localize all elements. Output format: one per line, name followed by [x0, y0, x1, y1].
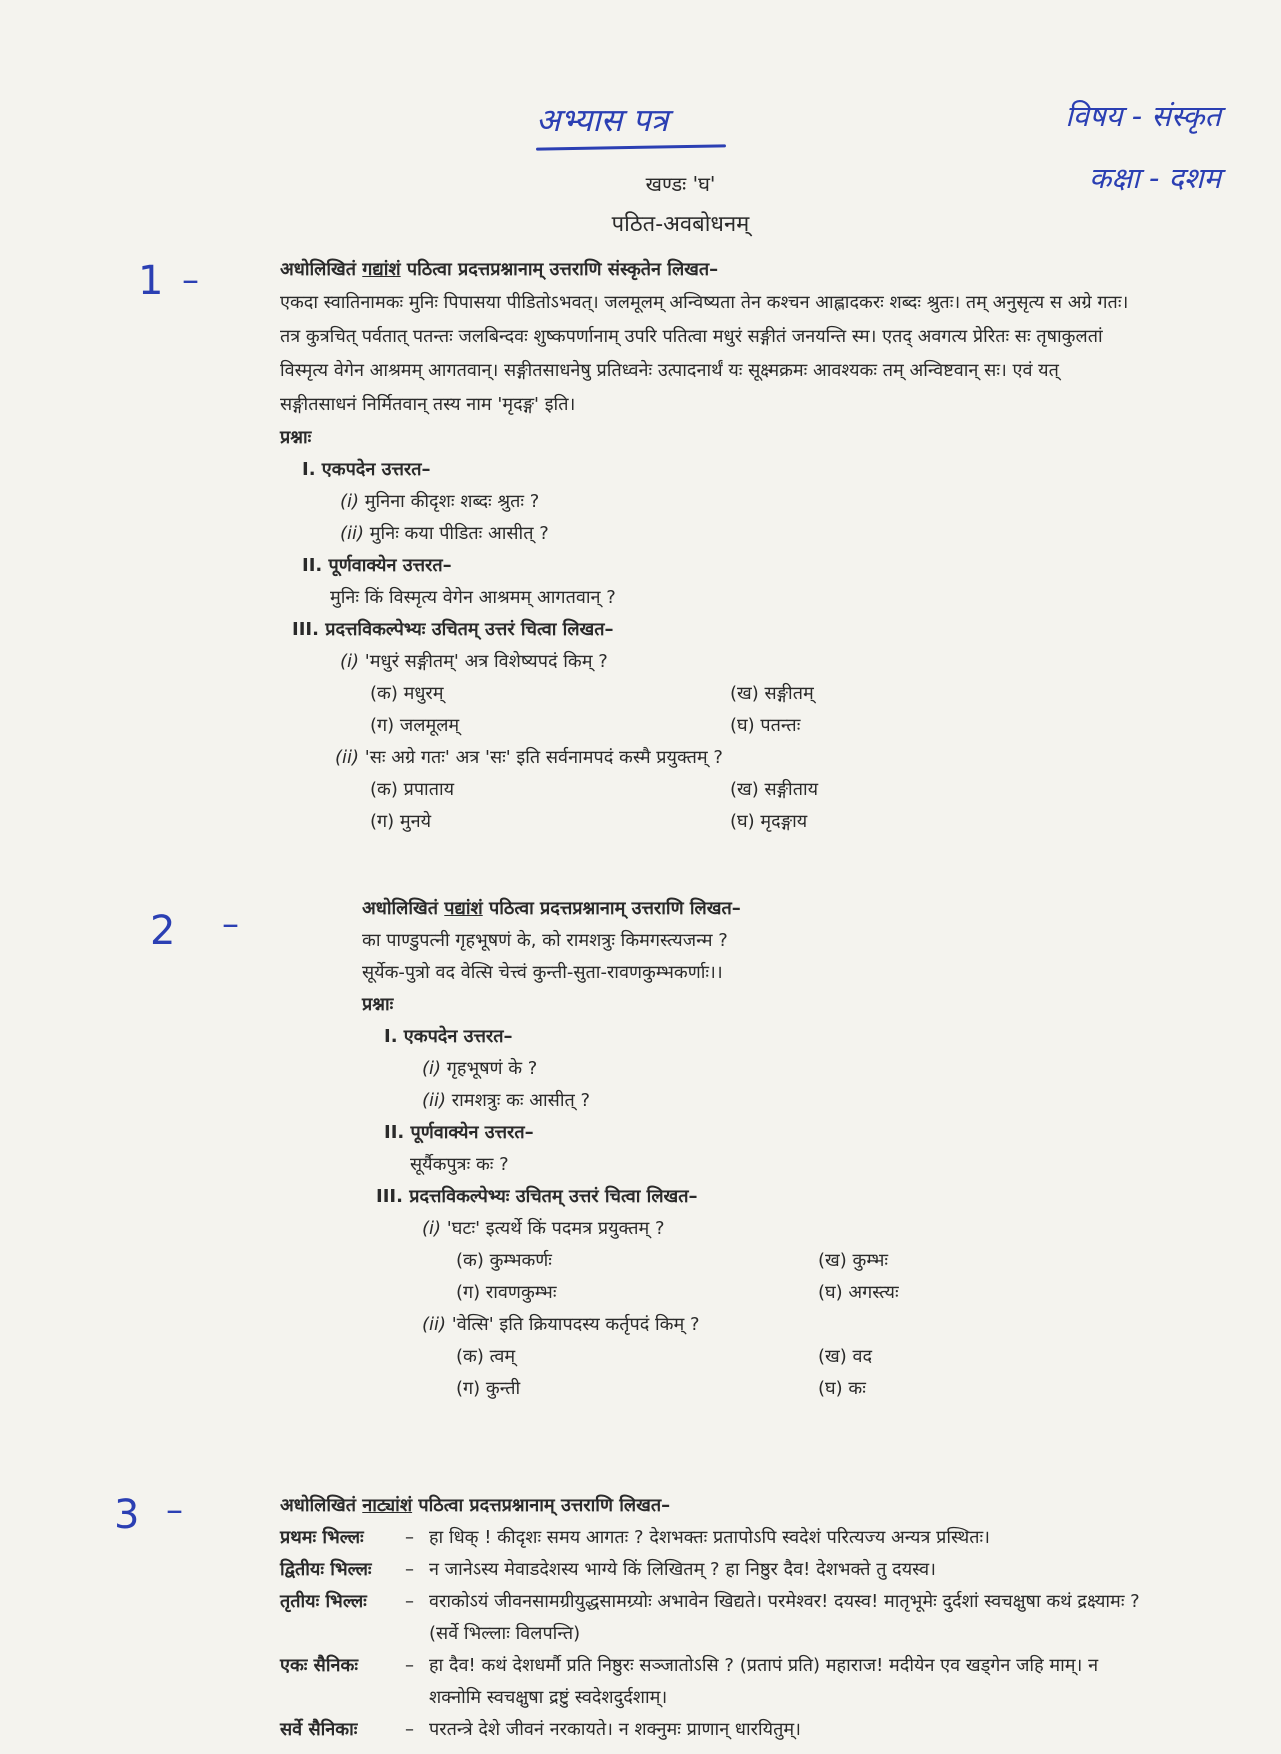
option: (ग) कुन्ती [456, 1378, 521, 1399]
handwritten-subject: विषय - संस्कृत [1065, 99, 1221, 133]
section-title: पठित-अवबोधनम् [611, 212, 750, 237]
option: (घ) पतन्तः [730, 715, 801, 736]
dialogue-line: परतन्त्रे देशे जीवनं नरकायते। न शक्नुमः प्राणान् धारयितुम्। [429, 1719, 801, 1740]
q1-dash: – [182, 260, 199, 300]
q1-part3-head: III. प्रदत्तविकल्पेभ्यः उचितम् उत्तरं चित्वा लिखत– [292, 619, 614, 640]
q2-part1-head: I. एकपदेन उत्तरत– [384, 1026, 513, 1047]
separator: – [405, 1559, 414, 1580]
q1-keyword: गद्यांशं [362, 259, 401, 280]
separator: – [405, 1719, 414, 1740]
q3-dialogue [280, 1522, 1140, 1746]
q1-passage: एकदा स्वातिनामकः मुनिः पिपासया पीडितोऽभवत्। जलमूलम् अन्विष्यता तेन कश्चन आह्लादकरः शब्दः श्रुतः। तम् अनुसृत्य स अग्रे गतः। तत्र कुत्रचित् पर्वतात् पतन्तः जलबिन्दवः शुष्कपर्णानाम् उपरि पतित्वा मधुरं सङ्गीतं जनयन्ति स्म। एतद् अवगत्य प्रेरितः सः तृषाकुलतां विस्मृत्य वेगेन आश्रमम् आगतवान्। सङ्गीतसाधनेषु प्रतिध्वनेः उत्पादनार्थं यः सूक्ष्मक्रमः आवश्यकः तम् अन्विष्टवान् सः। एवं यत् सङ्गीतसाधनं निर्मितवान् तस्य नाम 'मृदङ्ग' इति। [280, 292, 1129, 415]
q1-mcq1-options-row1 [280, 678, 1130, 710]
dialogue-line: न जानेऽस्य मेवाडदेशस्य भाग्ये किं लिखितम् ? हा निष्ठुर दैव! देशभक्ते तु दयस्व। [429, 1559, 937, 1580]
option: (ख) सङ्गीतम् [730, 683, 814, 704]
q2-part2-head: II. पूर्णवाक्येन उत्तरत– [384, 1122, 534, 1143]
option: (ग) जलमूलम् [370, 715, 460, 736]
title-underline [536, 144, 726, 150]
q2-part1-q1: (i) गृहभूषणं के ? [422, 1058, 538, 1079]
option: (क) कुम्भकर्णः [456, 1250, 552, 1271]
q2-keyword: पद्यांशं [444, 898, 483, 919]
q1-number: 1 [138, 258, 164, 304]
q1-part2-q: मुनिः किं विस्मृत्य वेगेन आश्रमम् आगतवान् ? [330, 587, 616, 608]
q2-mcq1-options-row1 [362, 1245, 1022, 1277]
option: (ख) वद [818, 1346, 873, 1367]
option: (घ) मृदङ्गाय [730, 811, 808, 832]
q2-verse-line1: का पाण्डुपत्नी गृहभूषणं के, को रामशत्रुः किमगस्त्यजन्म ? [362, 930, 728, 951]
option: (घ) अगस्त्यः [818, 1282, 899, 1303]
q1-part1-head: I. एकपदेन उत्तरत– [302, 459, 431, 480]
q1-instruction: अधोलिखितं गद्यांशं पठित्वा प्रदत्तप्रश्नानाम् उत्तराणि संस्कृतेन लिखत– [280, 259, 719, 280]
q2-instruction: अधोलिखितं पद्यांशं पठित्वा प्रदत्तप्रश्नानाम् उत्तराणि लिखत– [362, 898, 741, 919]
q2-part2-q: सूर्यैकपुत्रः कः ? [410, 1154, 509, 1175]
handwritten-title: अभ्यास पत्र [536, 101, 669, 139]
q1-part1-q2: (ii) मुनिः कया पीडितः आसीत् ? [340, 523, 549, 544]
question-2 [362, 893, 1022, 1405]
q3-number: 3 [114, 1492, 140, 1538]
q1-part2-head: II. पूर्णवाक्येन उत्तरत– [302, 555, 452, 576]
q2-part1-q2: (ii) रामशत्रुः कः आसीत् ? [422, 1090, 591, 1111]
q3-instruction: अधोलिखितं नाट्यांशं पठित्वा प्रदत्तप्रश्नानाम् उत्तराणि लिखत– [280, 1495, 671, 1516]
q2-prashna: प्रश्नाः [362, 994, 394, 1015]
speaker: एकः सैनिकः [280, 1655, 358, 1676]
separator: – [405, 1591, 414, 1612]
q2-verse-line2: सूर्येक-पुत्रो वद वेत्सि चेत्त्वं कुन्ती-सुता-रावणकुम्भकर्णाः।। [362, 962, 723, 983]
q1-mcq2-options-row2 [280, 806, 1130, 838]
option: (ग) मुनये [370, 811, 432, 832]
option: (ख) कुम्भः [818, 1250, 889, 1271]
option: (ग) रावणकुम्भः [456, 1282, 557, 1303]
question-3 [280, 1490, 1140, 1746]
q2-mcq1: (i) 'घटः' इत्यर्थे किं पदमत्र प्रयुक्तम् ? [422, 1218, 665, 1239]
q2-mcq2-options-row1 [362, 1341, 1022, 1373]
option: (ख) सङ्गीताय [730, 779, 819, 800]
q2-part3-head: III. प्रदत्तविकल्पेभ्यः उचितम् उत्तरं चित्वा लिखत– [376, 1186, 698, 1207]
dialogue-line: वराकोऽयं जीवनसामग्रीयुद्धसामग्र्योः अभावेन खिद्यते। परमेश्वर! दयस्व! मातृभूमेः दुर्दशां स्वचक्षुषा कथं द्रक्ष्यामः ? (सर्वे भिल्लाः विलपन्ति) [429, 1591, 1140, 1644]
q2-number: 2 [150, 908, 176, 954]
speaker: सर्वे सैनिकाः [280, 1719, 358, 1740]
option: (क) प्रपाताय [370, 779, 455, 800]
separator: – [405, 1655, 414, 1676]
section-khand: खण्डः 'घ' [645, 172, 716, 196]
q3-dash: – [166, 1490, 183, 1530]
q3-keyword: नाट्यांशं [362, 1495, 413, 1516]
handwritten-class: कक्षा - दशम [1089, 161, 1221, 195]
q1-mcq2-options-row1 [280, 774, 1130, 806]
speaker: प्रथमः भिल्लः [280, 1527, 364, 1548]
q2-mcq2-options-row2 [362, 1373, 1022, 1405]
q2-mcq1-options-row2 [362, 1277, 1022, 1309]
q1-mcq1-options-row2 [280, 710, 1130, 742]
q1-mcq2: (ii) 'सः अग्रे गतः' अत्र 'सः' इति सर्वनामपदं कस्मै प्रयुक्तम् ? [335, 747, 723, 768]
dialogue-line: हा धिक् ! कीदृशः समय आगतः ? देशभक्तः प्रतापोऽपि स्वदेशं परित्यज्य अन्यत्र प्रस्थितः। [429, 1527, 990, 1548]
option: (क) त्वम् [456, 1346, 516, 1367]
speaker: द्वितीयः भिल्लः [280, 1559, 372, 1580]
speaker: तृतीयः भिल्लः [280, 1591, 367, 1612]
option: (घ) कः [818, 1378, 866, 1399]
option: (क) मधुरम् [370, 683, 444, 704]
separator: – [405, 1527, 414, 1548]
dialogue-line: हा दैव! कथं देशधर्मौ प्रति निष्ठुरः सञ्जातोऽसि ? (प्रतापं प्रति) महाराज! मदीयेन एव खड्गेन जहि माम्। न शक्नोमि स्वचक्षुषा द्रष्टुं स्वदेशदुर्दशाम्। [429, 1655, 1099, 1708]
q2-mcq2: (ii) 'वेत्सि' इति क्रियापदस्य कर्तृपदं किम् ? [422, 1314, 700, 1335]
q2-dash: – [222, 904, 239, 944]
q1-part1-q1: (i) मुनिना कीदृशः शब्दः श्रुतः ? [340, 491, 540, 512]
q1-mcq1: (i) 'मधुरं सङ्गीतम्' अत्र विशेष्यपदं किम् ? [340, 651, 608, 672]
question-1 [280, 254, 1130, 838]
q1-prashna: प्रश्नाः [280, 427, 312, 448]
